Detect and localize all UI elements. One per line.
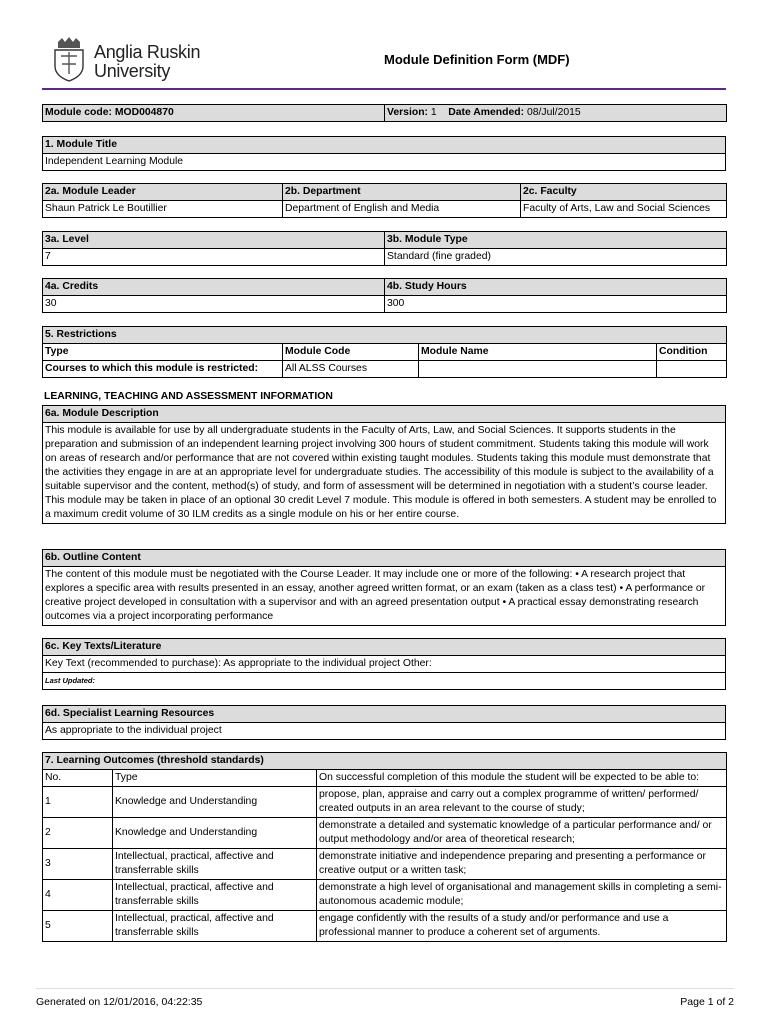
table-row: [43, 818, 727, 849]
restrictions-row-condition: [657, 361, 727, 378]
faculty-label: 2c. Faculty: [521, 184, 727, 201]
description-table: [42, 405, 726, 524]
restrictions-col-name: Module Name: [419, 344, 657, 361]
module-title-value: Independent Learning Module: [43, 154, 726, 171]
study-hours-value: 300: [385, 296, 727, 313]
description-label: 6a. Module Description: [43, 406, 726, 423]
page-number: Page 1 of 2: [680, 996, 734, 1008]
version-value: 1: [430, 107, 437, 118]
university-logo: [52, 36, 212, 84]
logo-line-1: Anglia Ruskin: [94, 42, 201, 62]
study-hours-label: 4b. Study Hours: [385, 279, 727, 296]
restrictions-table: [42, 326, 727, 378]
outcome-desc: demonstrate a detailed and systematic knowledge of a particular performance and/ or output methodology and/or area of theoretical research;: [317, 818, 727, 849]
module-code-table: [42, 104, 727, 122]
outcomes-col-no: No.: [43, 770, 113, 787]
outcome-no: 5: [43, 911, 113, 942]
credits-value: 30: [43, 296, 385, 313]
faculty-value: Faculty of Arts, Law and Social Sciences: [521, 201, 727, 218]
footer-rule: [36, 988, 734, 989]
outcomes-label: 7. Learning Outcomes (threshold standards): [43, 753, 727, 770]
outcome-type: Knowledge and Understanding: [113, 787, 317, 818]
crest-icon: [52, 36, 86, 82]
outcome-type: Knowledge and Understanding: [113, 818, 317, 849]
ltai-heading: LEARNING, TEACHING AND ASSESSMENT INFORMATION: [44, 391, 333, 402]
module-type-label: 3b. Module Type: [385, 232, 727, 249]
department-value: Department of English and Media: [283, 201, 521, 218]
logo-line-2: University: [94, 61, 171, 81]
outcome-desc: propose, plan, appraise and carry out a complex programme of written/ performed/ created outputs in an area relevant to the course of study;: [317, 787, 727, 818]
module-title-table: [42, 136, 726, 171]
key-texts-label: 6c. Key Texts/Literature: [43, 639, 726, 656]
outline-label: 6b. Outline Content: [43, 550, 726, 567]
module-code: Module code: MOD004870: [43, 105, 385, 122]
key-texts-table: [42, 638, 726, 690]
outcome-type: Intellectual, practical, affective and transferrable skills: [113, 880, 317, 911]
level-label: 3a. Level: [43, 232, 385, 249]
restrictions-col-type: Type: [43, 344, 283, 361]
resources-text: As appropriate to the individual project: [43, 723, 726, 740]
table-row: [43, 911, 727, 942]
credits-table: [42, 278, 727, 313]
restrictions-col-code: Module Code: [283, 344, 419, 361]
header-rule: [42, 88, 726, 90]
version-date-cell: [385, 105, 727, 122]
module-title-label: 1. Module Title: [43, 137, 726, 154]
outcomes-col-type: Type: [113, 770, 317, 787]
restrictions-row-code: All ALSS Courses: [283, 361, 419, 378]
resources-label: 6d. Specialist Learning Resources: [43, 706, 726, 723]
restrictions-col-condition: Condition: [657, 344, 727, 361]
module-leader-value: Shaun Patrick Le Boutillier: [43, 201, 283, 218]
restrictions-label: 5. Restrictions: [43, 327, 727, 344]
date-amended-value: 08/Jul/2015: [526, 107, 581, 118]
last-updated-label: Last Updated:: [43, 673, 726, 690]
outcome-desc: demonstrate a high level of organisational and management skills in completing a semi-autonomous academic module;: [317, 880, 727, 911]
outline-text: The content of this module must be negotiated with the Course Leader. It may include one or more of the following: • A research project that explores a specific area with results presented in an essay, another agreed written format, or an exam (taken as a class test) • A performance or creative project developed in consultation with a supervisor and with an agreed presentation output • A practical essay demonstrating research outcomes via a project incorporating performance: [43, 567, 726, 626]
resources-table: [42, 705, 726, 740]
credits-label: 4a. Credits: [43, 279, 385, 296]
outcome-desc: demonstrate initiative and independence preparing and presenting a performance or creative output or a written task;: [317, 849, 727, 880]
version-label: Version:: [387, 107, 428, 118]
outcome-type: Intellectual, practical, affective and transferrable skills: [113, 849, 317, 880]
outcome-no: 4: [43, 880, 113, 911]
outcomes-table: [42, 752, 727, 942]
module-leader-label: 2a. Module Leader: [43, 184, 283, 201]
level-value: 7: [43, 249, 385, 266]
outcome-no: 2: [43, 818, 113, 849]
outcome-no: 3: [43, 849, 113, 880]
outcome-type: Intellectual, practical, affective and transferrable skills: [113, 911, 317, 942]
description-text: This module is available for use by all undergraduate students in the Faculty of Arts, Law, and Social Sciences. It supports students in the preparation and submission of an independent learning project involving 300 hours of student commitment. Students taking this module will work on areas of research and/or performance that are not covered within existing taught modules. Students taking this module must demonstrate that the activities they engage in are at an appropriate level for undergraduate studies. The accessibility of this module is subject to the availability of a suitable supervisor and the content, method(s) of study, and form of assessment will be determined in negotiation with a student’s course leader. This module may be taken in place of an optional 30 credit Level 7 module. This module is offered in both semesters. A student may be enrolled to a maximum credit volume of 30 ILM credits as a single module on his or her entire course.: [43, 423, 726, 524]
leader-table: [42, 183, 727, 218]
outcome-no: 1: [43, 787, 113, 818]
table-row: [43, 849, 727, 880]
table-row: [43, 880, 727, 911]
level-table: [42, 231, 727, 266]
restrictions-row-type: Courses to which this module is restricted:: [43, 361, 283, 378]
key-texts-text: Key Text (recommended to purchase): As appropriate to the individual project Other:: [43, 656, 726, 673]
generated-timestamp: Generated on 12/01/2016, 04:22:35: [36, 996, 203, 1008]
department-label: 2b. Department: [283, 184, 521, 201]
outline-table: [42, 549, 726, 626]
table-row: [43, 787, 727, 818]
date-amended-label: Date Amended:: [448, 107, 525, 118]
document-title: Module Definition Form (MDF): [384, 52, 570, 67]
restrictions-row-name: [419, 361, 657, 378]
outcomes-col-desc: On successful completion of this module the student will be expected to be able to:: [317, 770, 727, 787]
module-type-value: Standard (fine graded): [385, 249, 727, 266]
outcome-desc: engage confidently with the results of a study and/or performance and use a professional manner to produce a coherent set of arguments.: [317, 911, 727, 942]
